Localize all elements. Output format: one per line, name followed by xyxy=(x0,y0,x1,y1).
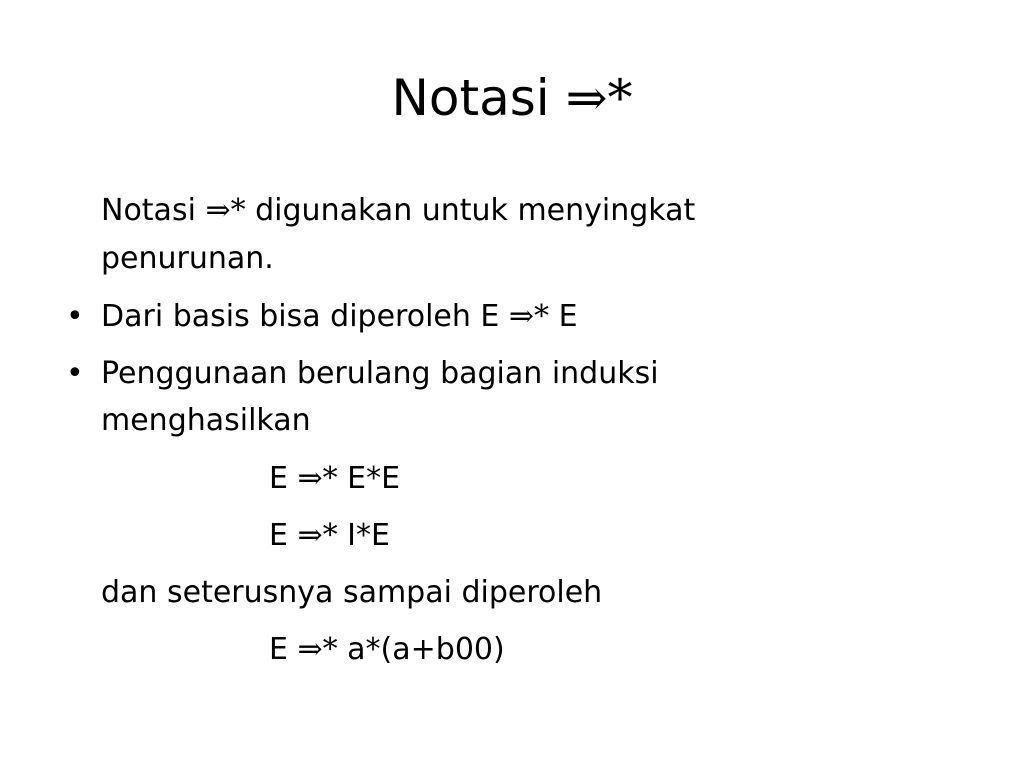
body-text: E xyxy=(269,461,298,496)
slide-title xyxy=(0,62,1024,134)
body-line-2: penurunan. xyxy=(101,241,274,276)
slide-title-text: Notasi xyxy=(391,69,550,127)
derivation-line-3 xyxy=(269,630,505,670)
body-text: a*(a+b00) xyxy=(337,632,505,667)
body-text: E*E xyxy=(337,461,401,496)
implies-star-symbol: ⇒* xyxy=(297,461,338,496)
bullet-item-basis xyxy=(101,297,578,337)
body-text: I*E xyxy=(337,518,390,553)
body-text: E xyxy=(269,518,298,553)
bullet-1: • xyxy=(66,299,84,334)
body-line-1 xyxy=(101,191,695,231)
derivation-line-1 xyxy=(269,459,400,499)
bullet-item-induksi: Penggunaan berulang bagian induksi xyxy=(101,356,659,391)
implies-star-symbol: ⇒* xyxy=(297,518,338,553)
implies-star-symbol: ⇒* xyxy=(508,299,550,334)
bullet-2: • xyxy=(66,356,84,391)
body-text: Dari basis bisa diperoleh E xyxy=(101,299,509,334)
body-text: E xyxy=(269,632,298,667)
implies-star-symbol: ⇒* xyxy=(565,69,633,127)
bullet-item-induksi-cont: menghasilkan xyxy=(101,403,311,438)
implies-star-symbol: ⇒* xyxy=(297,632,338,667)
implies-star-symbol: ⇒* xyxy=(205,193,246,228)
body-line-seterusnya: dan seterusnya sampai diperoleh xyxy=(101,575,603,610)
body-text: E xyxy=(549,299,578,334)
derivation-line-2 xyxy=(269,516,390,556)
body-text: Notasi xyxy=(101,193,206,228)
body-text: digunakan untuk menyingkat xyxy=(245,193,696,228)
